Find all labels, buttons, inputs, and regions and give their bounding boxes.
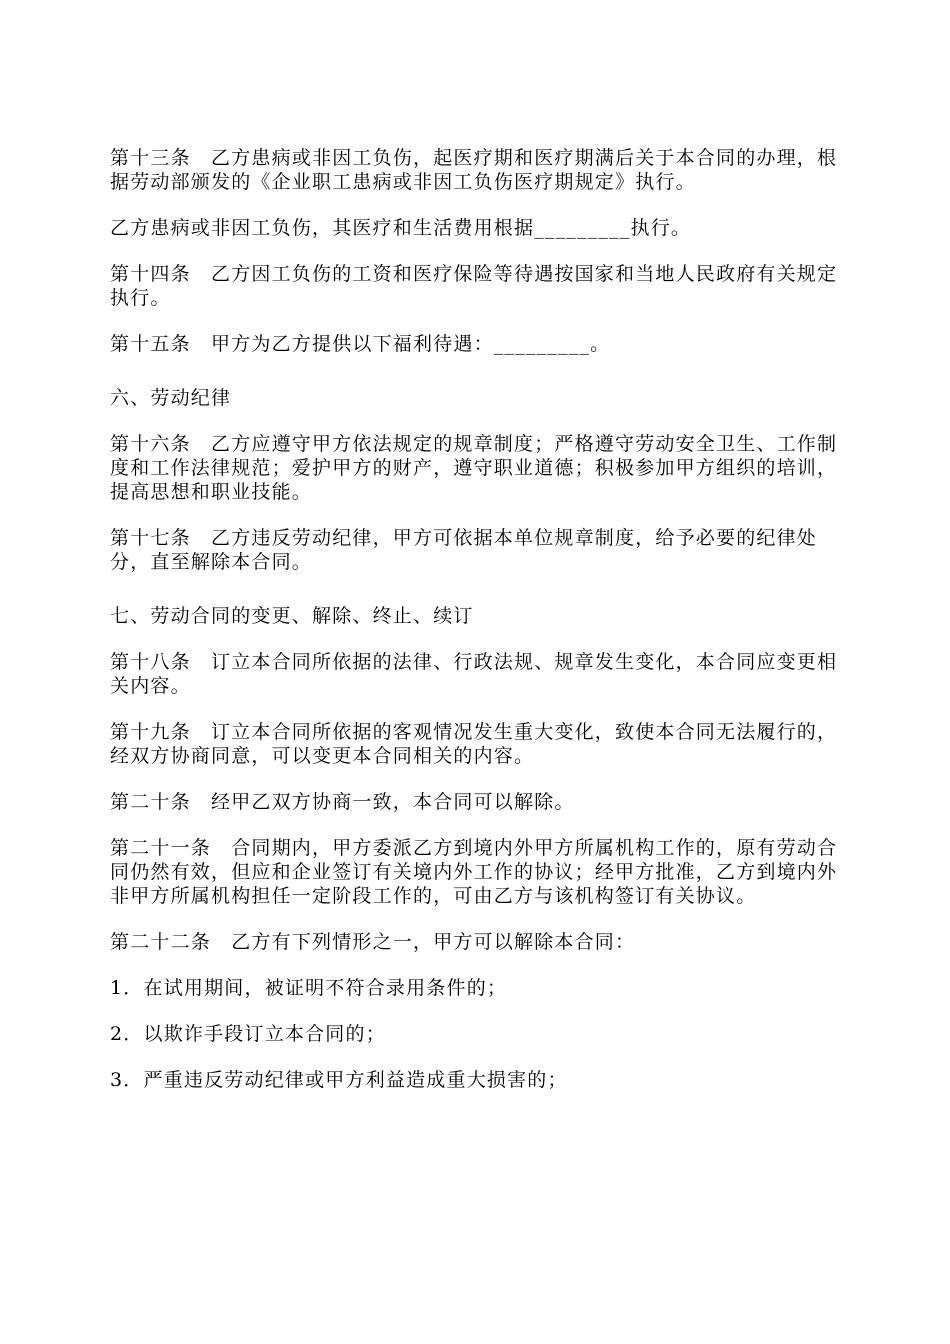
- section-heading-contract-changes: 七、劳动合同的变更、解除、终止、续订: [110, 605, 474, 627]
- list-item-3: 3．严重违反劳动纪律或甲方利益造成重大损害的；: [110, 1069, 568, 1091]
- section-heading-labor-discipline: 六、劳动纪律: [110, 387, 232, 409]
- article-19: 第十九条 订立本合同所依据的客观情况发生重大变化，致使本合同无法履行的，经双方协商同意，可以变更本合同相关的内容。: [110, 721, 838, 767]
- article-20: 第二十条 经甲乙双方协商一致，本合同可以解除。: [110, 791, 575, 813]
- article-15: 第十五条 甲方为乙方提供以下福利待遇：_________。: [110, 333, 611, 355]
- article-22: 第二十二条 乙方有下列情形之一，甲方可以解除本合同：: [110, 931, 636, 953]
- document-body: [110, 146, 845, 1092]
- article-21: 第二十一条 合同期内，甲方委派乙方到境内外甲方所属机构工作的，原有劳动合同仍然有效，但应和企业签订有关境内外工作的协议；经甲方批准，乙方到境内外非甲方所属机构担任一定阶段工作的，可由乙方与该机构签订有关协议。: [110, 837, 838, 907]
- article-14: 第十四条 乙方因工负伤的工资和医疗保险等待遇按国家和当地人民政府有关规定执行。: [110, 263, 838, 309]
- list-item-2: 2．以欺诈手段订立本合同的；: [110, 1023, 386, 1045]
- article-16: 第十六条 乙方应遵守甲方依法规定的规章制度；严格遵守劳动安全卫生、工作制度和工作法律规范；爱护甲方的财产，遵守职业道德；积极参加甲方组织的培训，提高思想和职业技能。: [110, 433, 838, 503]
- list-item-1: 1．在试用期间，被证明不符合录用条件的；: [110, 977, 508, 999]
- article-18: 第十八条 订立本合同所依据的法律、行政法规、规章发生变化，本合同应变更相关内容。: [110, 651, 838, 697]
- article-13-medical-expenses: 乙方患病或非因工负伤，其医疗和生活费用根据_________执行。: [110, 217, 692, 239]
- article-13: 第十三条 乙方患病或非因工负伤，起医疗期和医疗期满后关于本合同的办理，根据劳动部颁发的《企业职工患病或非因工负伤医疗期规定》执行。: [110, 147, 838, 193]
- article-17: 第十七条 乙方违反劳动纪律，甲方可依据本单位规章制度，给予必要的纪律处分，直至解除本合同。: [110, 527, 818, 573]
